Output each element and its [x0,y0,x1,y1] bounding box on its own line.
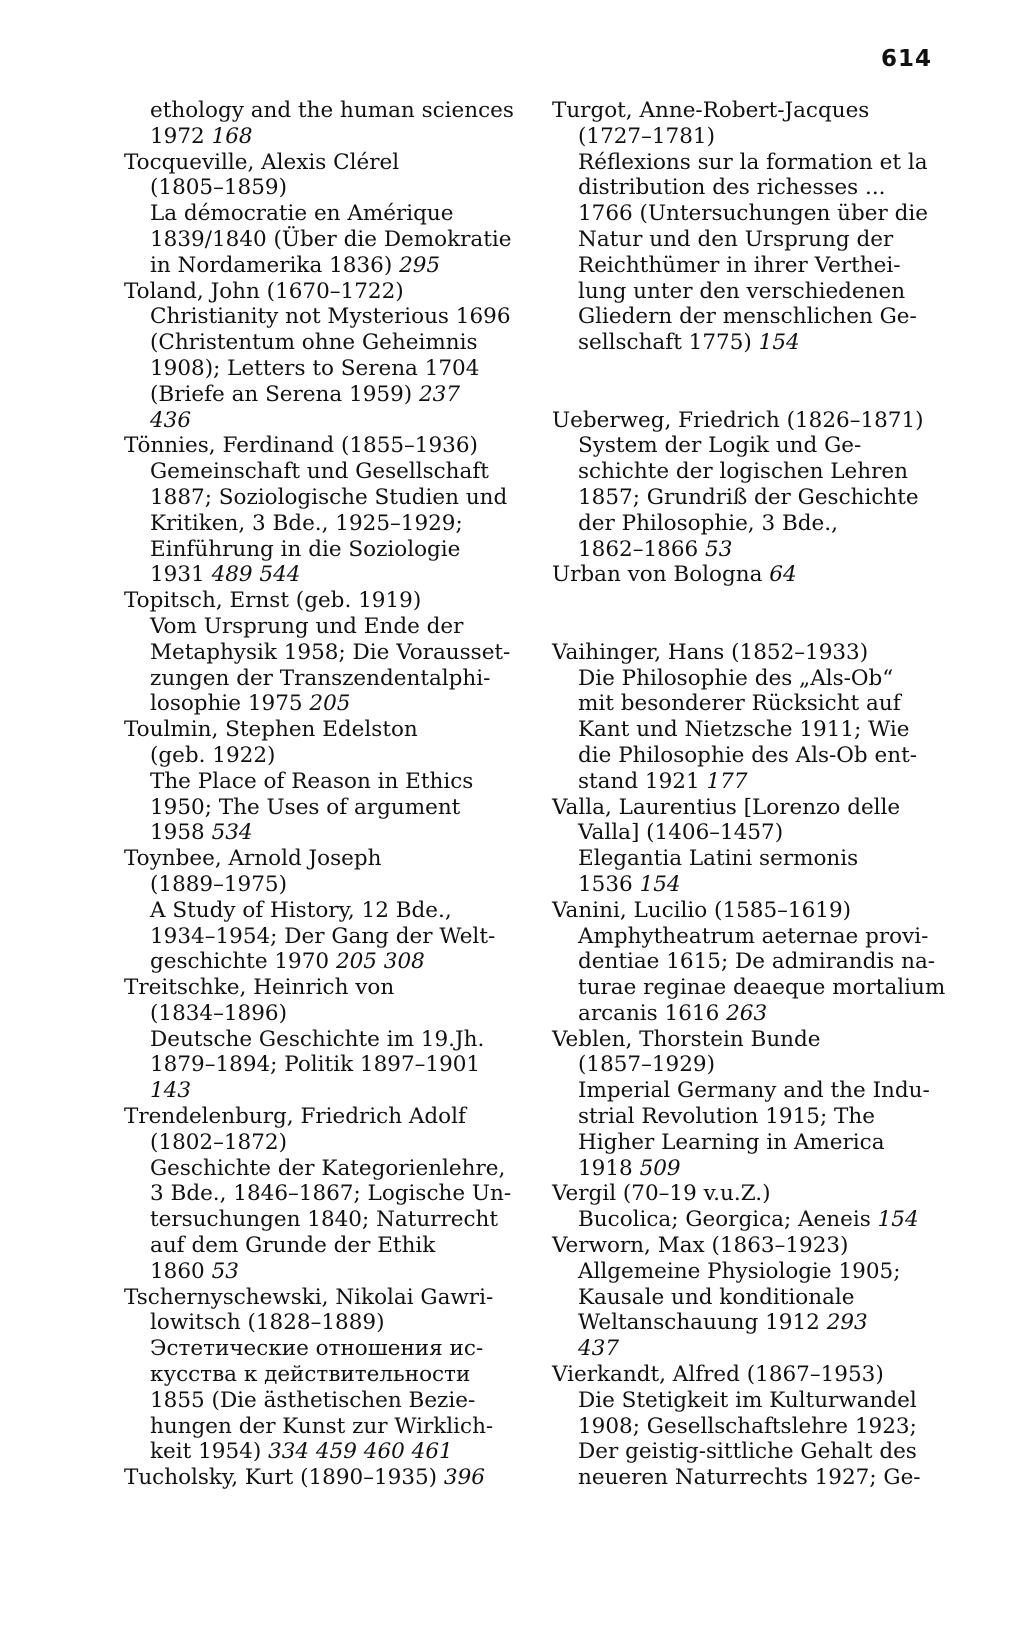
index-entry-line [552,537,952,563]
index-entry-line [124,1052,522,1078]
entry-text: The Place of Reason in Ethics [150,768,474,794]
entry-text: Natur und den Ursprung der [578,226,894,252]
index-entry-line [552,124,952,150]
index-entry-line [124,98,522,124]
entry-text: schichte der logischen Lehren [578,459,908,485]
index-entry-line [124,304,522,330]
entry-text: Vanini, Lucilio (1585–1619) [552,897,852,923]
page-references: 205 [309,691,351,717]
entry-text: auf dem Grunde der Ethik [150,1233,436,1259]
entry-text: Valla, Laurentius [Lorenzo delle [552,794,901,820]
page-references: 168 [211,123,253,149]
index-entry-line [552,1104,952,1130]
entry-text: Trendelenburg, Friedrich Adolf [124,1104,466,1130]
page-references: 295 [399,252,441,278]
index-entry-line [552,1130,952,1156]
index-entry-heading [124,975,522,1001]
index-entry-heading [552,562,952,588]
entry-text: Reichthümer in ihrer Verthei- [578,252,901,278]
index-entry-line [124,1156,522,1182]
entry-text: Vaihinger, Hans (1852–1933) [552,639,869,665]
entry-text: 1839/1840 (Über die Demokratie [150,226,512,252]
entry-text: Die Stetigkeit im Kulturwandel [578,1387,917,1413]
index-entry-line [124,124,522,150]
entry-text: (1727–1781) [578,123,715,149]
page-references: 437 [578,1336,620,1362]
index-entry-line [124,1310,522,1336]
entry-text: der Philosophie, 3 Bde., [578,510,838,536]
index-entry-heading [124,588,522,614]
index-entry-heading [124,279,522,305]
entry-text: Эстетические отношения ис- [150,1336,484,1362]
entry-text: Turgot, Anne-Robert-Jacques [552,98,870,123]
entry-text: hungen der Kunst zur Wirklich- [150,1413,494,1439]
index-entry-line [552,691,952,717]
page-references: 334 459 460 461 [268,1439,453,1465]
entry-text: strial Revolution 1915; The [578,1104,875,1130]
entry-text: dentiae 1615; De admirandis na- [578,949,936,975]
entry-text: die Philosophie des Als-Ob ent- [578,742,917,768]
page-references: 154 [639,871,681,897]
index-entry-heading [552,1233,952,1259]
entry-text: Tönnies, Ferdinand (1855–1936) [124,433,478,459]
index-entry-line [552,1285,952,1311]
index-entry-line [124,872,522,898]
index-entry-heading [124,150,522,176]
index-entry-line [552,872,952,898]
entry-text: (1805–1859) [150,175,287,201]
entry-text: Tschernyschewski, Nikolai Gawri- [124,1284,494,1310]
entry-text: (1889–1975) [150,871,287,897]
index-entry-line [124,537,522,563]
entry-text: zungen der Transzendentalphi- [150,665,491,691]
page-references: 64 [769,562,797,588]
entry-text: Vom Ursprung und Ende der [150,613,464,639]
index-entry-line [124,253,522,279]
entry-text: Higher Learning in America [578,1129,885,1155]
entry-text: Tocqueville, Alexis Clérel [124,149,400,175]
index-entry-heading [552,98,952,124]
entry-text: Kausale und konditionale [578,1284,855,1310]
entry-text: Bucolica; Georgica; Aeneis [578,1207,871,1233]
entry-text: lung unter den verschiedenen [578,278,906,304]
entry-text: Verworn, Max (1863–1923) [552,1233,849,1259]
index-entry-line [552,330,952,356]
index-entry-line [552,227,952,253]
entry-text: (1857–1929) [578,1052,715,1078]
index-entry-line [552,1259,952,1285]
page-references: 509 [639,1155,681,1181]
index-entry-line [552,975,952,1001]
entry-text: 1908); Letters to Serena 1704 [150,355,480,381]
index-entry-heading [124,846,522,872]
index-entry-line [124,1259,522,1285]
index-entry-line [124,1439,522,1465]
index-entry-heading [124,433,522,459]
index-entry-line [124,1414,522,1440]
entry-text: 1972 [150,123,205,149]
index-entry-line [552,459,952,485]
index-entry-line [552,279,952,305]
entry-text: (Christentum ohne Geheimnis [150,330,478,356]
index-entry-line [124,640,522,666]
entry-text: (1834–1896) [150,1000,287,1026]
index-entry-line [124,666,522,692]
index-entry-line [124,1388,522,1414]
entry-text: Valla] (1406–1457) [578,820,784,846]
index-entry-line [552,201,952,227]
entry-text: lowitsch (1828–1889) [150,1310,385,1336]
page-references: 143 [150,1078,192,1104]
index-entry-line [552,769,952,795]
entry-text: 1766 (Untersuchungen über die [578,201,928,227]
index-entry-line [124,1181,522,1207]
entry-text: 1887; Soziologische Studien und [150,484,508,510]
entry-text: Imperial Germany and the Indu- [578,1078,930,1104]
entry-text: sellschaft 1775) [578,330,752,356]
index-entry-heading [552,408,952,434]
entry-text: stand 1921 [578,768,700,794]
index-entry-line [552,1310,952,1336]
index-column-left [124,98,522,1491]
entry-text: Christianity not Mysterious 1696 [150,304,511,330]
index-entry-heading [124,1104,522,1130]
index-entry-line [552,666,952,692]
entry-text: La démocratie en Amérique [150,201,454,227]
entry-text: Tucholsky, Kurt (1890–1935) [124,1465,438,1491]
entry-text: Amphytheatrum aeternae provi- [578,923,929,949]
index-entry-line [552,949,952,975]
entry-text: 1857; Grundriß der Geschichte [578,484,919,510]
entry-text: кусства к действительности [150,1362,471,1388]
index-entry-line [552,1156,952,1182]
index-entry-line [124,459,522,485]
page-references: 154 [877,1207,919,1233]
index-entry-heading [552,1362,952,1388]
entry-text: Geschichte der Kategorienlehre, [150,1155,506,1181]
index-entry-line [552,1052,952,1078]
entry-text: 1958 [150,820,205,846]
index-entry-line [124,356,522,382]
index-entry-line [552,150,952,176]
page-references: 534 [211,820,253,846]
page-references: 53 [211,1258,239,1284]
entry-text: ethology and the human sciences [150,98,514,123]
index-entry-line [552,1207,952,1233]
index-entry-line [552,304,952,330]
entry-text: 1536 [578,871,633,897]
index-entry-line [124,1362,522,1388]
entry-text: Urban von Bologna [552,562,763,588]
entry-text: Réflexions sur la formation et la [578,149,928,175]
entry-text: 1931 [150,562,205,588]
index-entry-line [552,485,952,511]
index-entry-line [124,614,522,640]
entry-text: Kant und Nietzsche 1911; Wie [578,717,910,743]
entry-text: in Nordamerika 1836) [150,252,393,278]
index-entry-line [124,795,522,821]
page-references: 154 [758,330,800,356]
section-gap [552,588,952,640]
index-entry-line [124,330,522,356]
entry-text: arcanis 1616 [578,1000,720,1026]
entry-text: 1860 [150,1258,205,1284]
entry-text: neueren Naturrechts 1927; Ge- [578,1465,921,1491]
entry-text: (1802–1872) [150,1129,287,1155]
index-entry-line [124,820,522,846]
page-references: 293 [826,1310,868,1336]
index-entry-line [552,1001,952,1027]
entry-text: (Briefe an Serena 1959) [150,381,413,407]
entry-text: geschichte 1970 [150,949,330,975]
index-entry-line [124,769,522,795]
entry-text: 1908; Gesellschaftslehre 1923; [578,1413,917,1439]
index-entry-line [124,1001,522,1027]
index-entry-line [124,1336,522,1362]
page-number: 614 [880,46,932,72]
entry-text: Vergil (70–19 v.u.Z.) [552,1181,771,1207]
index-entry-line [124,227,522,253]
entry-text: 1862–1866 [578,536,699,562]
index-entry-line [124,408,522,434]
index-entry-line [124,1233,522,1259]
section-gap [552,356,952,408]
entry-text: losophie 1975 [150,691,303,717]
entry-text: 3 Bde., 1846–1867; Logische Un- [150,1181,512,1207]
index-entry-heading [552,898,952,924]
entry-text: Topitsch, Ernst (geb. 1919) [124,588,422,614]
entry-text: 1950; The Uses of argument [150,794,461,820]
page-references: 237 [418,381,461,407]
index-entry-line [124,743,522,769]
index-entry-heading [552,1027,952,1053]
index-entry-line [124,898,522,924]
entry-text: Treitschke, Heinrich von [124,975,395,1001]
entry-text: mit besonderer Rücksicht auf [578,691,901,717]
index-entry-line [124,511,522,537]
entry-text: Der geistig-sittliche Gehalt des [578,1439,917,1465]
page-references: 436 [150,407,192,433]
entry-text: 1879–1894; Politik 1897–1901 [150,1052,481,1078]
index-entry-heading [552,795,952,821]
entry-text: Vierkandt, Alfred (1867–1953) [552,1362,884,1388]
entry-text: System der Logik und Ge- [578,433,862,459]
index-entry-line [124,1027,522,1053]
index-entry-heading [124,1285,522,1311]
entry-text: 1855 (Die ästhetischen Bezie- [150,1387,476,1413]
index-entry-line [124,1130,522,1156]
index-entry-line [124,485,522,511]
index-entry-line [552,253,952,279]
index-entry-heading [124,717,522,743]
entry-text: distribution des richesses ... [578,175,886,201]
entry-text: turae reginae deaeque mortalium [578,975,946,1001]
entry-text: 1934–1954; Der Gang der Welt- [150,923,496,949]
index-entry-line [124,562,522,588]
index-entry-line [124,924,522,950]
page-references: 263 [726,1000,768,1026]
index-entry-line [552,1439,952,1465]
index-entry-line [552,1336,952,1362]
index-entry-line [124,691,522,717]
page-references: 177 [706,768,748,794]
index-entry-line [552,820,952,846]
entry-text: (geb. 1922) [150,742,276,768]
entry-text: Veblen, Thorstein Bunde [552,1026,821,1052]
index-entry-heading [124,1465,522,1491]
index-entry-line [124,949,522,975]
entry-text: Gliedern der menschlichen Ge- [578,304,917,330]
index-entry-line [552,1078,952,1104]
index-entry-line [552,175,952,201]
index-entry-line [552,1465,952,1491]
entry-text: Die Philosophie des „Als-Ob“ [578,665,894,691]
index-entry-line [552,1388,952,1414]
page-references: 205 308 [335,949,425,975]
entry-text: Toland, John (1670–1722) [124,278,404,304]
entry-text: Gemeinschaft und Gesellschaft [150,459,489,485]
entry-text: Weltanschauung 1912 [578,1310,820,1336]
index-entry-line [552,511,952,537]
index-entry-line [124,1078,522,1104]
index-entry-line [552,846,952,872]
index-entry-heading [552,1181,952,1207]
index-column-right [552,98,952,1491]
entry-text: Ueberweg, Friedrich (1826–1871) [552,407,924,433]
index-entry-line [552,717,952,743]
entry-text: Metaphysik 1958; Die Vorausset- [150,639,511,665]
index-entry-line [124,382,522,408]
page-references: 396 [443,1465,485,1491]
index-entry-line [124,1207,522,1233]
entry-text: Toynbee, Arnold Joseph [124,846,382,872]
entry-text: Allgemeine Physiologie 1905; [578,1258,901,1284]
index-entry-line [552,924,952,950]
entry-text: 1918 [578,1155,633,1181]
page-references: 53 [705,536,733,562]
entry-text: Einführung in die Soziologie [150,536,461,562]
entry-text: tersuchungen 1840; Naturrecht [150,1207,498,1233]
index-entry-line [124,175,522,201]
entry-text: Elegantia Latini sermonis [578,846,859,872]
index-entry-line [124,201,522,227]
index-entry-line [552,1414,952,1440]
index-entry-line [552,433,952,459]
entry-text: Deutsche Geschichte im 19.Jh. [150,1026,485,1052]
entry-text: A Study of History, 12 Bde., [150,897,452,923]
index-entry-line [552,743,952,769]
index-entry-heading [552,640,952,666]
entry-text: Kritiken, 3 Bde., 1925–1929; [150,510,463,536]
entry-text: Toulmin, Stephen Edelston [124,717,418,743]
entry-text: keit 1954) [150,1439,262,1465]
page-references: 489 544 [211,562,301,588]
